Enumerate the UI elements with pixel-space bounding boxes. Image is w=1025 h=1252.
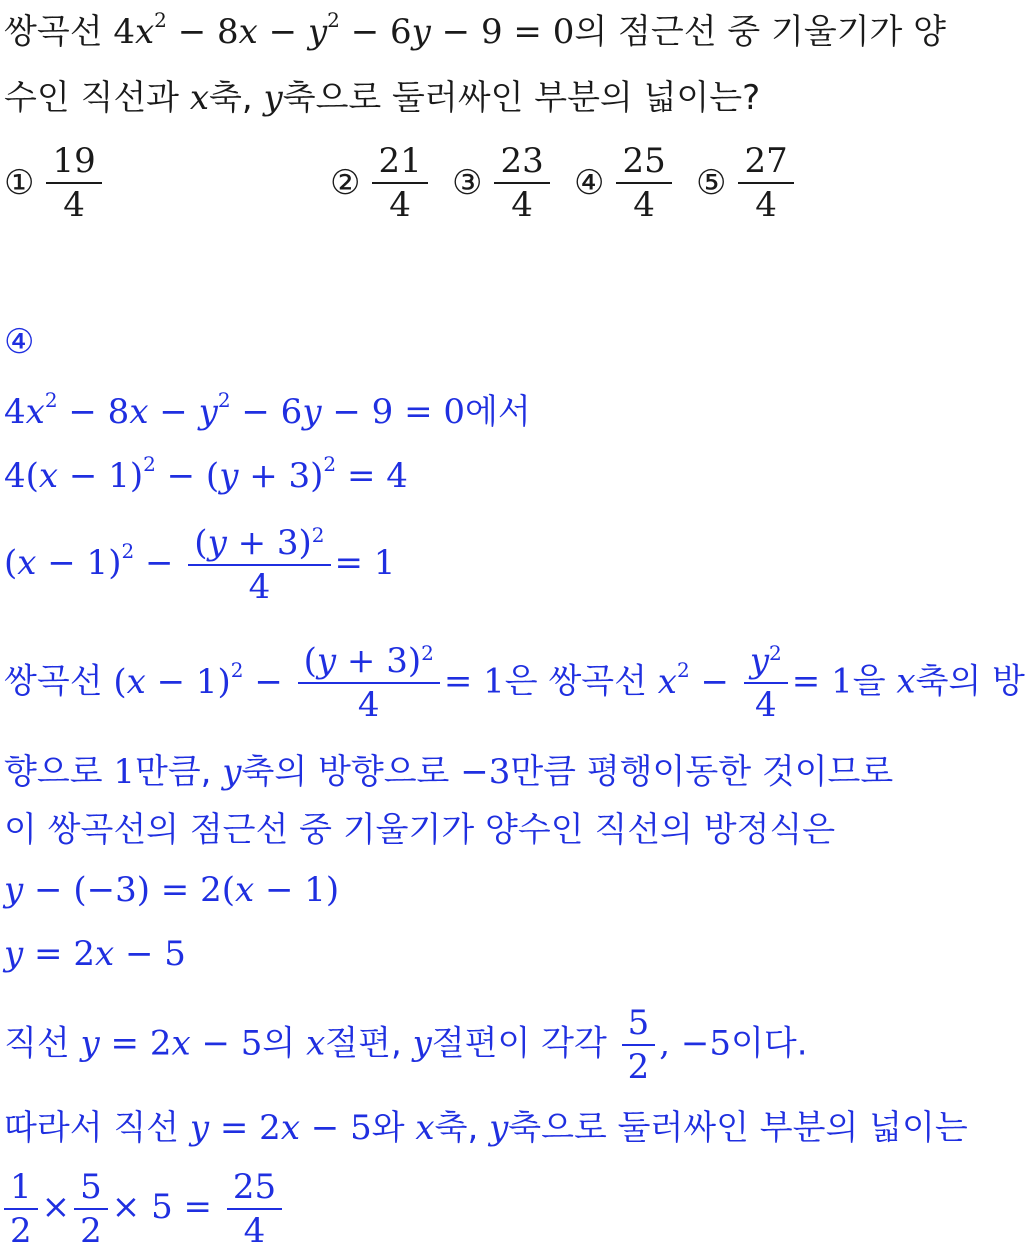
solution-step-6: 이 쌍곡선의 점근선 중 기울기가 양수인 직선의 방정식은: [4, 810, 836, 850]
question-line-1: [4, 8, 947, 52]
choice-numerator: 27: [744, 141, 788, 181]
solution-step-9: 직선 y = 2x − 5의 x절편, y절편이 각각 $\frac{5}{2}$ , −5이다.: [4, 1003, 808, 1087]
hyperbola-equation: $4x^2 - 8x - y^2 - 6y - 9 = 0$: [113, 8, 575, 52]
choice-mark: ④: [574, 163, 605, 203]
solution-step-4: 쌍곡선 $(x - 1)^2$ − $\frac{(y + 3)^2}{4}$ = 1은 쌍곡선 $x^2$ − $\frac{y^2}{4}$ = 1을 x축의 방: [4, 641, 1025, 725]
solution-step-10: 따라서 직선 y = 2x − 5와 x축, y축으로 둘러싸인 부분의 넓이는: [4, 1108, 968, 1148]
question-text: 수인 직선과: [4, 78, 190, 118]
question-text: 축으로 둘러싸인 부분의 넓이는?: [282, 78, 761, 118]
choice-mark: ①: [4, 163, 35, 203]
choice-mark: ②: [330, 163, 361, 203]
choice-numerator: 23: [500, 141, 544, 181]
choice-mark: ⑤: [696, 163, 727, 203]
choice-numerator: 19: [52, 141, 96, 181]
choice-5[interactable]: [696, 140, 798, 226]
choice-denominator: 4: [511, 185, 533, 225]
choice-1[interactable]: [4, 140, 106, 226]
choice-denominator: 4: [63, 185, 85, 225]
choice-mark: ③: [452, 163, 483, 203]
choice-3[interactable]: [452, 140, 554, 226]
choice-2[interactable]: [330, 140, 432, 226]
solution-step-5: 향으로 1만큼, y축의 방향으로 −3만큼 평행이동한 것이므로: [4, 752, 894, 792]
solution-step-7: y − (−3) = 2(x − 1): [4, 870, 340, 910]
answer-mark: ④: [4, 322, 35, 362]
choice-4[interactable]: [574, 140, 676, 226]
choice-denominator: 4: [633, 185, 655, 225]
question-text: 축,: [209, 78, 264, 118]
solution-step-2: $4(x - 1)^2 - (y + 3)^2 = 4$: [4, 452, 408, 496]
solution-result: $\frac{1}{2}$ × $\frac{5}{2}$ × 5 = $\frac{25}{4}$: [4, 1166, 286, 1252]
choice-numerator: 21: [378, 141, 422, 181]
choice-denominator: 4: [755, 185, 777, 225]
question-text: 의 점근선 중 기울기가 양: [574, 12, 947, 52]
choice-numerator: 25: [622, 141, 666, 181]
solution-step-8: y = 2x − 5: [4, 934, 186, 974]
solution-step-1: $4x^2 - 8x - y^2 - 6y - 9 = 0$에서: [4, 388, 531, 432]
solution-step-3: $(x - 1)^2$ − $\frac{(y + 3)^2}{4}$ = 1: [4, 523, 396, 607]
question-text: 쌍곡선: [4, 12, 114, 52]
question-line-2: 수인 직선과 x축, y축으로 둘러싸인 부분의 넓이는?: [4, 78, 761, 118]
choice-denominator: 4: [389, 185, 411, 225]
